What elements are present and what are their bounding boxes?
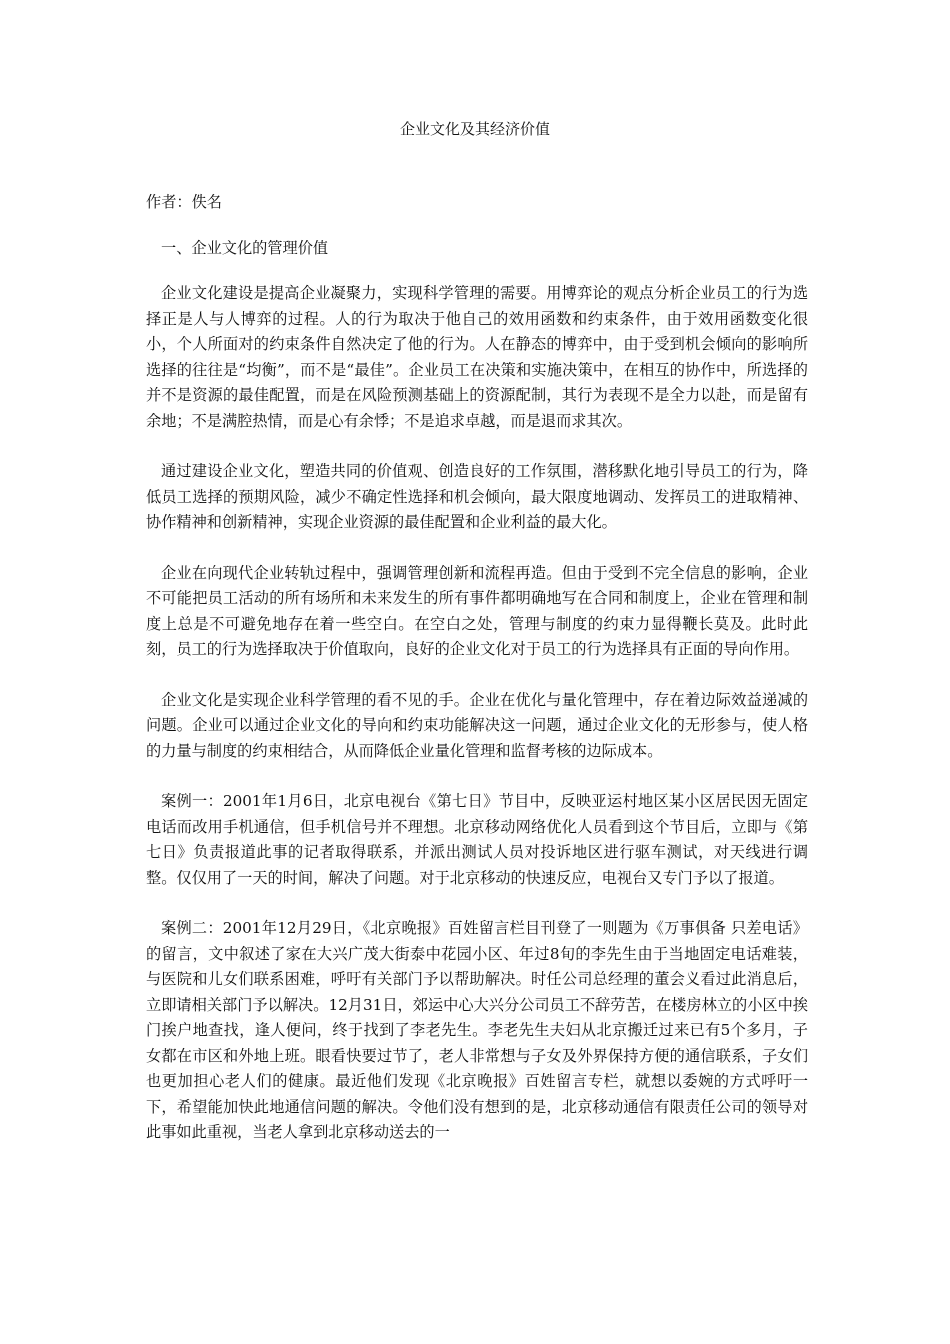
section-heading: 一、企业文化的管理价值 [161,238,329,257]
paragraph-2: 通过建设企业文化，塑造共同的价值观、创造良好的工作氛围，潜移默化地引导员工的行为，降低员工选择的预期风险，减少不确定性选择和机会倾向，最大限度地调动、发挥员工的进取精神、协作精神和创新精神，实现企业资源的最佳配置和企业利益的最大化。 [146,462,808,531]
case-two-paragraph: 案例二：2001年12月29日，《北京晚报》百姓留言栏目刊登了一则题为《万事俱备 只差电话》的留言，文中叙述了家在大兴广茂大街泰中花园小区、年过8旬的李先生由于当地固定电话难装，与医院和儿女们联系困难，呼吁有关部门予以帮助解决。时任公司总经理的董会义看过此消息后，立即请相关部门予以解决。12月31日，郊运中心大兴分公司员工不辞劳苦，在楼房林立的小区中挨门挨户地查找，逢人便问，终于找到了李老先生。李老先生夫妇从北京搬迁过来已有5个多月，子女都在市区和外地上班。眼看快要过节了，老人非常想与子女及外界保持方便的通信联系，子女们也更加担心老人们的健康。最近他们发现《北京晚报》百姓留言专栏，就想以委婉的方式呼吁一下，希望能加快此地通信问题的解决。令他们没有想到的是，北京移动通信有限责任公司的领导对此事如此重视，当老人拿到北京移动送去的一 [146,919,808,1141]
document-body [146,190,808,1171]
paragraph-1: 企业文化建设是提高企业凝聚力，实现科学管理的需要。用博弈论的观点分析企业员工的行为选择正是人与人博弈的过程。人的行为取决于他自己的效用函数和约束条件，由于效用函数变化很小，个人所面对的约束条件自然决定了他的行为。人在静态的博弈中，由于受到机会倾向的影响所选择的往往是“均衡”，而不是“最佳”。企业员工在决策和实施决策中，在相互的协作中，所选择的并不是资源的最佳配置，而是在风险预测基础上的资源配制，其行为表现不是全力以赴，而是留有余地；不是满腔热情，而是心有余悸；不是追求卓越，而是退而求其次。 [146,284,808,430]
paragraph-3: 企业在向现代企业转轨过程中，强调管理创新和流程再造。但由于受到不完全信息的影响，企业不可能把员工活动的所有场所和未来发生的所有事件都明确地写在合同和制度上，企业在管理和制度上总是不可避免地存在着一些空白。在空白之处，管理与制度的约束力显得鞭长莫及。此时此刻，员工的行为选择取决于价值取向，良好的企业文化对于员工的行为选择具有正面的导向作用。 [146,563,808,658]
paragraph-4: 企业文化是实现企业科学管理的看不见的手。企业在优化与量化管理中，存在着边际效益递减的问题。企业可以通过企业文化的导向和约束功能解决这一问题，通过企业文化的无形参与，使人格的力量与制度的约束相结合，从而降低企业量化管理和监督考核的边际成本。 [146,690,808,760]
document-title: 企业文化及其经济价值 [399,120,550,138]
author-line: 作者：佚名 [146,193,222,211]
case-one-paragraph: 案例一：2001年1月6日，北京电视台《第七日》节目中，反映亚运村地区某小区居民因无固定电话而改用手机通信，但手机信号并不理想。北京移动网络优化人员看到这个节目后，立即与《第七日》负责报道此事的记者取得联系，并派出测试人员对投诉地区进行驱车测试，对天线进行调整。仅仅用了一天的时间，解决了问题。对于北京移动的快速反应，电视台又专门予以了报道。 [146,792,808,887]
